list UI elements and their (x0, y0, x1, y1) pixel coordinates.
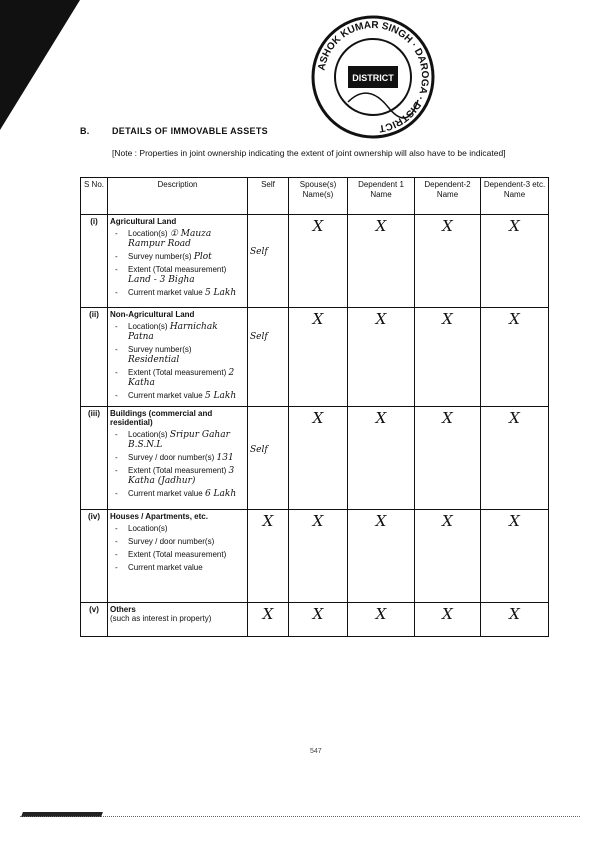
row-title: Agricultural Land (110, 217, 177, 226)
row-subtitle: (such as interest in property) (110, 614, 212, 623)
cell-spouse: X (289, 510, 348, 603)
header-sno: S No. (81, 178, 108, 215)
cell-dependent-1: X (348, 308, 415, 407)
cell-dependent-3: X (481, 407, 549, 510)
scan-corner-artifact (0, 0, 80, 130)
header-dependent-2: Dependent-2 Name (415, 178, 481, 215)
table-row (81, 308, 549, 407)
row-sno: (i) (81, 215, 108, 308)
list-item: - Current market value 6 Lakh (110, 489, 245, 499)
header-self: Self (248, 178, 289, 215)
cell-self: Self (248, 215, 289, 308)
list-item: - Survey number(s) Residential (110, 345, 245, 365)
svg-text:DISTRICT: DISTRICT (352, 73, 394, 83)
table-row (81, 603, 549, 637)
cell-dependent-1: X (348, 603, 415, 637)
list-item: - Extent (Total measurement) 3 Katha (Jadhur) (110, 466, 245, 486)
list-item: - Location(s) (110, 524, 245, 534)
cell-dependent-1: X (348, 407, 415, 510)
cell-self: X (248, 510, 289, 603)
list-item: - Current market value 5 Lakh (110, 391, 245, 401)
page-number: 547 (310, 748, 322, 755)
row-description (108, 308, 248, 407)
scan-divider (20, 816, 580, 817)
cell-self: Self (248, 308, 289, 407)
cell-dependent-2: X (415, 308, 481, 407)
cell-dependent-2: X (415, 510, 481, 603)
cell-dependent-2: X (415, 603, 481, 637)
cell-dependent-1: X (348, 510, 415, 603)
cell-spouse: X (289, 407, 348, 510)
joint-ownership-note: [Note : Properties in joint ownership indicating the extent of joint ownership will also have to be indicated] (112, 148, 506, 158)
immovable-assets-table (80, 177, 549, 637)
official-seal (308, 12, 438, 142)
row-sno: (iii) (81, 407, 108, 510)
list-item: - Extent (Total measurement) (110, 550, 245, 560)
row-sno: (iv) (81, 510, 108, 603)
row-title: Others (110, 605, 136, 614)
list-item: - Location(s) ① Mauza Rampur Road (110, 229, 245, 249)
list-item: - Extent (Total measurement) Land - 3 Bigha (110, 265, 245, 285)
cell-dependent-3: X (481, 603, 549, 637)
section-heading (80, 126, 268, 136)
cell-dependent-2: X (415, 215, 481, 308)
list-item: - Survey / door number(s) 131 (110, 453, 245, 463)
list-item: - Current market value 5 Lakh (110, 288, 245, 298)
row-title: Non-Agricultural Land (110, 310, 195, 319)
table-row (81, 215, 549, 308)
list-item: - Extent (Total measurement) 2 Katha (110, 368, 245, 388)
cell-spouse: X (289, 308, 348, 407)
row-title: Buildings (commercial and residential) (110, 409, 213, 427)
row-description (108, 407, 248, 510)
row-sno: (v) (81, 603, 108, 637)
section-title: DETAILS OF IMMOVABLE ASSETS (112, 126, 268, 136)
header-dependent-3: Dependent-3 etc. Name (481, 178, 549, 215)
list-item: - Survey number(s) Plot (110, 252, 245, 262)
row-description (108, 603, 248, 637)
cell-dependent-2: X (415, 407, 481, 510)
cell-dependent-3: X (481, 510, 549, 603)
header-dependent-1: Dependent 1 Name (348, 178, 415, 215)
cell-self: X (248, 603, 289, 637)
row-sno: (ii) (81, 308, 108, 407)
table-row (81, 407, 549, 510)
list-item: - Location(s) Harnichak Patna (110, 322, 245, 342)
cell-dependent-3: X (481, 215, 549, 308)
row-description (108, 510, 248, 603)
cell-spouse: X (289, 603, 348, 637)
list-item: - Current market value (110, 563, 245, 573)
cell-dependent-3: X (481, 308, 549, 407)
section-number: B. (80, 126, 90, 136)
cell-dependent-1: X (348, 215, 415, 308)
cell-self: Self (248, 407, 289, 510)
cell-spouse: X (289, 215, 348, 308)
table-header-row (81, 178, 549, 215)
header-description: Description (108, 178, 248, 215)
row-title: Houses / Apartments, etc. (110, 512, 208, 521)
row-description (108, 215, 248, 308)
svg-text:ASHOK KUMAR SINGH · DAROGA · D: ASHOK KUMAR SINGH · DAROGA · DISTRICT (316, 19, 431, 134)
list-item: - Location(s) Sripur Gahar B.S.N.L (110, 430, 245, 450)
header-spouse: Spouse(s) Name(s) (289, 178, 348, 215)
table-row (81, 510, 549, 603)
list-item: - Survey / door number(s) (110, 537, 245, 547)
